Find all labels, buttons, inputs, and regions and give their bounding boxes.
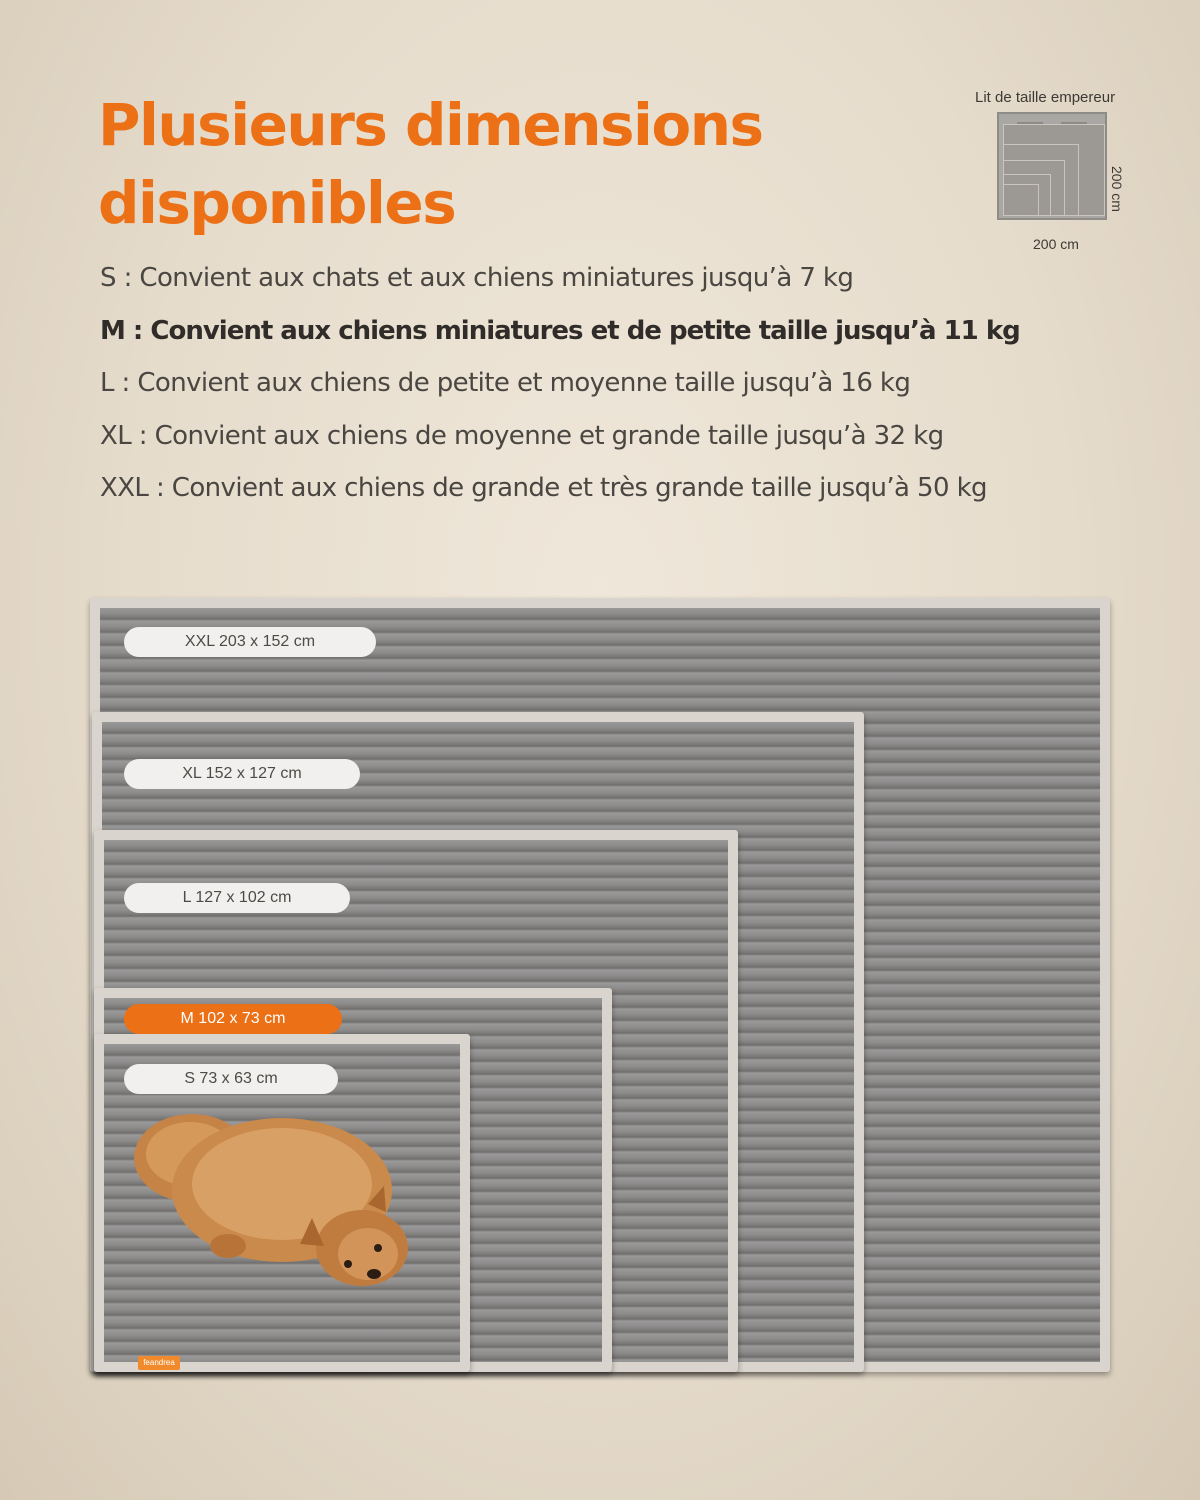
- size-tag-xxl: XXL 203 x 152 cm: [124, 627, 376, 657]
- bed-caption: Lit de taille empereur: [975, 89, 1116, 106]
- headline-line-1: Plusieurs dimensions: [98, 91, 763, 159]
- size-m-description: M : Convient aux chiens miniatures et de petite taille jusqu’à 11 kg: [100, 315, 1020, 346]
- bed-height-label: 200 cm: [1109, 166, 1125, 212]
- size-tag-m: M 102 x 73 cm: [124, 1004, 342, 1034]
- headline-line-2: disponibles: [98, 169, 456, 237]
- size-xxl-description: XXL : Convient aux chiens de grande et très grande taille jusqu’à 50 kg: [100, 473, 987, 503]
- size-tag-l: L 127 x 102 cm: [124, 883, 350, 913]
- brand-label: feandrea: [138, 1356, 180, 1370]
- size-s-description: S : Convient aux chats et aux chiens miniatures jusqu’à 7 kg: [100, 263, 854, 293]
- size-xl-description: XL : Convient aux chiens de moyenne et grande taille jusqu’à 32 kg: [100, 420, 944, 451]
- pomeranian-dog-icon: [132, 1108, 412, 1288]
- size-l-description: L : Convient aux chiens de petite et moyenne taille jusqu’à 16 kg: [100, 368, 911, 398]
- size-tag-xl: XL 152 x 127 cm: [124, 759, 360, 789]
- size-tag-s: S 73 x 63 cm: [124, 1064, 338, 1094]
- bed-width-label: 200 cm: [1033, 236, 1079, 252]
